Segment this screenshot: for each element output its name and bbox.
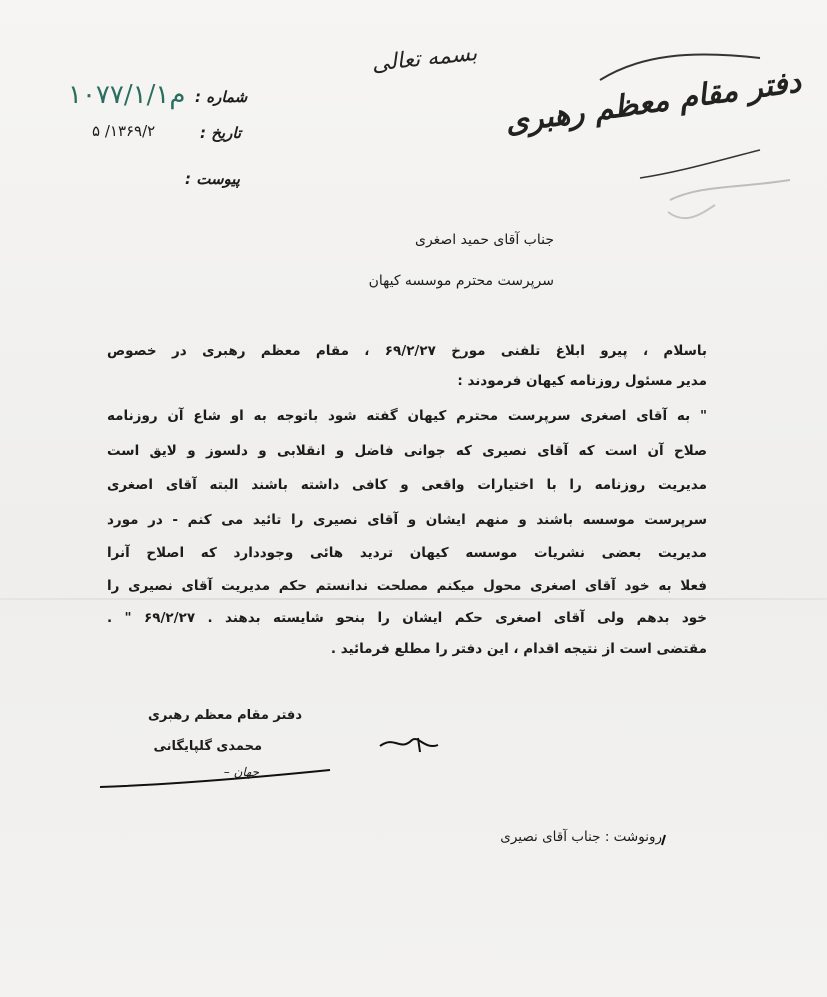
body-line-6: سرپرست موسسه باشند و منهم ایشان و آقای نصیری را تائید می کنم - در مورد (107, 512, 707, 528)
body-line-3: " به آقای اصغری سرپرست محترم کیهان گفته شود باتوجه به او شاع آن روزنامه (107, 408, 707, 424)
body-line-9: خود بدهم ولی آقای اصغری حکم ایشان را بنحو شایسته بدهند . ۶۹/۲/۲۷ " . (107, 610, 707, 626)
letterhead (502, 55, 803, 175)
ghost-stamp-mark-2 (668, 205, 715, 218)
cc-line: رونوشت : جناب آقای نصیری (500, 829, 662, 845)
signature-swoop (100, 770, 330, 787)
letter-date: ۱۳۶۹/۲/ ۵ (92, 122, 156, 140)
office-title: دفتر مقام معظم رهبری (502, 64, 803, 141)
basmala: بسمه تعالی (370, 40, 479, 77)
body-line-2: مدیر مسئول روزنامه کیهان فرمودند : (457, 373, 707, 389)
body-line-10: مقتضی است از نتیجه اقدام ، این دفتر را مطلع فرمائید . (330, 641, 707, 657)
attachment-label: پیوست : (185, 170, 240, 188)
handwritten-signature (380, 738, 438, 752)
ghost-stamp-mark (670, 180, 790, 200)
date-label: تاریخ : (200, 124, 242, 142)
cc-mark (662, 835, 665, 845)
addressee-name: جناب آقای حمید اصغری (414, 232, 554, 248)
signature-note: جهان – (223, 765, 259, 779)
body-line-4: صلاح آن است که آقای نصیری که جوانی فاضل و انقلابی و دلسوز و لایق است (107, 443, 707, 459)
signature-office: دفتر مقام معظم رهبری (147, 708, 302, 723)
body-line-5: مدیریت روزنامه را با اختیارات واقعی و کافی داشته باشند البته آقای اصغری (107, 477, 707, 493)
letter-number: ۱۰۷۷/۱/۱م (68, 80, 186, 110)
body-line-8: فعلا به خود آقای اصغری محول میکنم مصلحت ندانستم حکم مدیریت آقای نصیری را (107, 578, 707, 594)
body-line-7: مدیریت بعضی نشریات موسسه کیهان تردید هائی وجوددارد که اصلاح آنرا (107, 545, 707, 561)
addressee-title: سرپرست محترم موسسه کیهان (368, 273, 554, 289)
signatory-name: محمدی گلپایگانی (153, 739, 262, 754)
body-line-1: باسلام ، پیرو ابلاغ تلفنی مورخ ۶۹/۲/۲۷ ، مقام معظم رهبری در خصوص (107, 343, 707, 359)
number-label: شماره : (195, 88, 248, 106)
